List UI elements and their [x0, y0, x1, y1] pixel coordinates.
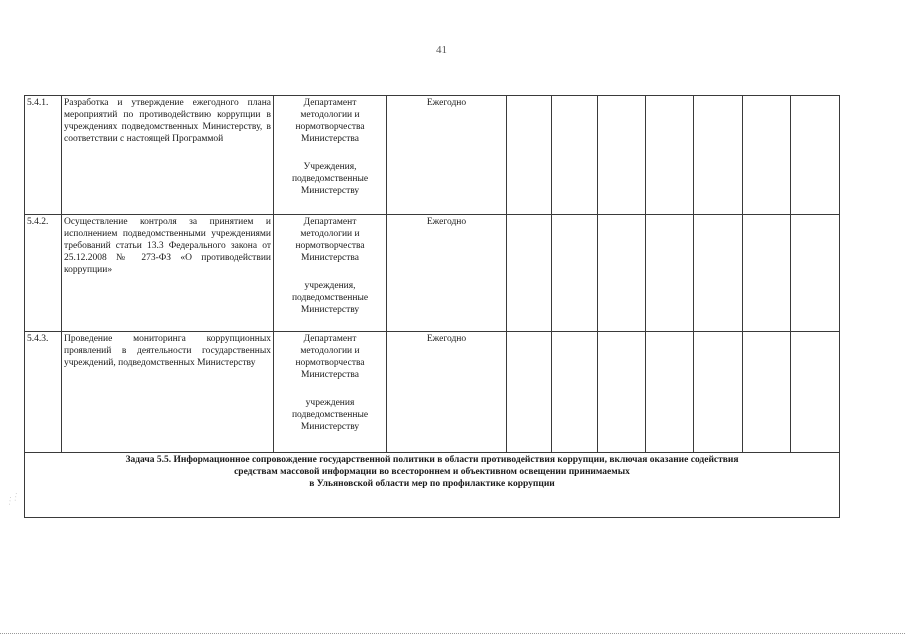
executor-line: подведомственные	[291, 410, 369, 420]
executor-line: Учреждения,	[303, 162, 357, 172]
empty-cell	[743, 332, 791, 453]
executor-line: Министерства	[301, 370, 359, 380]
measure-description: Осуществление контроля за принятием и исполнением подведомственными учреждениями требований статьи 13.3 Федерального закона от 25.12.2008 № 273-ФЗ «О противодействии коррупции»	[62, 215, 274, 332]
term-cell: Ежегодно	[387, 332, 507, 453]
executor-line: подведомственные	[291, 293, 369, 303]
empty-cell	[694, 332, 743, 453]
executor-line: учреждения,	[304, 281, 356, 291]
executor-line: подведомственные	[291, 174, 369, 184]
executor-cell	[274, 96, 387, 215]
page-number: 41	[436, 44, 447, 56]
executor-line: Министерству	[300, 422, 360, 432]
task-heading-line: средствам массовой информации во всестороннем и объективном освещении принимаемых	[234, 467, 630, 477]
empty-cell	[646, 96, 694, 215]
row-number: 5.4.1.	[25, 96, 62, 215]
executor-cell	[274, 215, 387, 332]
executor-line: методологии и	[300, 229, 360, 239]
empty-cell	[791, 332, 840, 453]
task-heading-line: в Ульяновской области мер по профилактике коррупции	[309, 479, 555, 489]
executor-cell	[274, 332, 387, 453]
executor-line: нормотворчества	[295, 122, 365, 132]
table-row	[25, 215, 840, 332]
executor-line: Департамент	[303, 334, 357, 344]
program-table	[24, 95, 840, 518]
empty-cell	[694, 96, 743, 215]
executor-line: Министерству	[300, 305, 360, 315]
scan-artifact: ⋰⋰	[4, 491, 22, 507]
empty-cell	[598, 96, 646, 215]
row-number: 5.4.2.	[25, 215, 62, 332]
executor-line: Департамент	[303, 217, 357, 227]
empty-cell	[507, 215, 552, 332]
executor-line: Департамент	[303, 98, 357, 108]
task-heading	[25, 453, 840, 518]
executor-line: нормотворчества	[295, 241, 365, 251]
row-number: 5.4.3.	[25, 332, 62, 453]
empty-cell	[552, 215, 598, 332]
executor-line: методологии и	[300, 346, 360, 356]
executor-line: нормотворчества	[295, 358, 365, 368]
task-heading-line: Задача 5.5. Информационное сопровождение государственной политики в области противодействия коррупции, включая оказание содействия	[125, 455, 739, 465]
empty-cell	[743, 215, 791, 332]
table-row	[25, 96, 840, 215]
empty-cell	[507, 332, 552, 453]
scan-edge	[0, 633, 905, 634]
empty-cell	[598, 215, 646, 332]
empty-cell	[743, 96, 791, 215]
empty-cell	[791, 96, 840, 215]
measure-description: Проведение мониторинга коррупционных проявлений в деятельности государственных учреждений, подведомственных Министерству	[62, 332, 274, 453]
executor-line: Министерства	[301, 253, 359, 263]
term-cell: Ежегодно	[387, 96, 507, 215]
empty-cell	[552, 96, 598, 215]
empty-cell	[694, 215, 743, 332]
table-row	[25, 332, 840, 453]
task-heading-row	[25, 453, 840, 518]
empty-cell	[598, 332, 646, 453]
empty-cell	[646, 215, 694, 332]
executor-line: методологии и	[300, 110, 360, 120]
measure-description: Разработка и утверждение ежегодного плана мероприятий по противодействию коррупции в учреждениях подведомственных Министерству, в соответствии с настоящей Программой	[62, 96, 274, 215]
executor-line: Министерства	[301, 134, 359, 144]
empty-cell	[552, 332, 598, 453]
empty-cell	[507, 96, 552, 215]
executor-line: учреждения	[305, 398, 355, 408]
term-cell: Ежегодно	[387, 215, 507, 332]
empty-cell	[791, 215, 840, 332]
empty-cell	[646, 332, 694, 453]
executor-line: Министерству	[300, 186, 360, 196]
